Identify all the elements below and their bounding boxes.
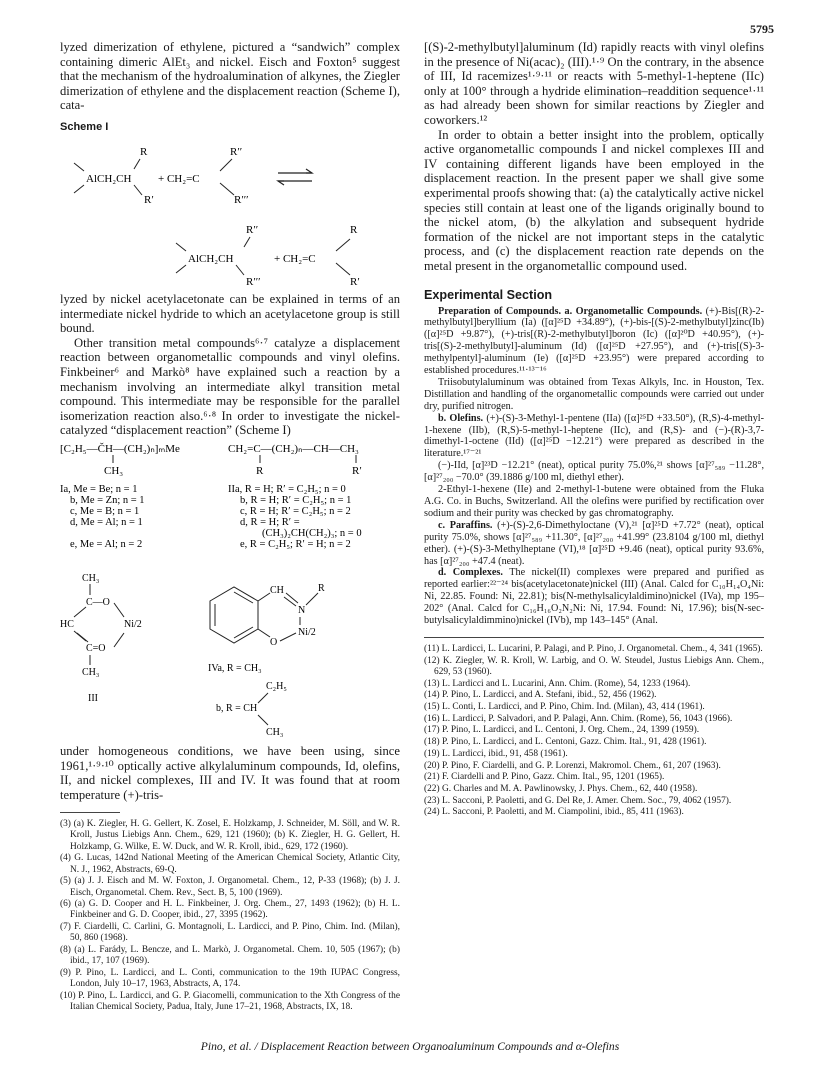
left-column xyxy=(60,40,400,1014)
reactant-rpp: R′′ xyxy=(230,145,243,158)
struct-iii-ch3-bottom: CH₃ xyxy=(82,666,100,678)
reactant-rppp: R′′′ xyxy=(234,193,249,206)
page-footer: Pino, et al. / Displacement Reaction between Organoaluminum Compounds and α-Olefins xyxy=(200,1040,620,1053)
compound-list-i xyxy=(60,484,145,550)
triisobutylaluminum-paragraph: Triisobutylaluminum was obtained from Texas Alkyls, Inc. in Houston, Tex. Distillation and handling of the organometallic compounds were carried out under dry, purified nitrogen. xyxy=(424,376,764,412)
reference-item: (23) L. Sacconi, P. Paoletti, and G. Del Re, J. Amer. Chem. Soc., 79, 4062 (1957). xyxy=(424,795,732,806)
ethylhexene-paragraph: 2-Ethyl-1-hexene (IIe) and 2-methyl-1-butene were obtained from the Fluka A.G. Co. in Buchs, Switzerland. All the olefins were purified by rectification over sodium and their purity was checked by gas chromatography. xyxy=(424,484,764,519)
formula-i: [C₂H₅—ČH—(CH₂)ₙ]ₘMe xyxy=(60,442,180,455)
formula-i-methyl: CH₃ xyxy=(104,464,124,477)
struct-iv-b-c2h5: C₂H₅ xyxy=(266,680,287,692)
struct-iii-ni: Ni/2 xyxy=(124,618,142,630)
reference-item: (17) P. Pino, L. Lardicci, and L. Centoni, J. Org. Chem., 24, 1399 (1959). xyxy=(424,725,700,736)
formula-ii: CH₂=C—(CH₂)ₙ—CH—CH₃ xyxy=(228,442,359,455)
struct-iv-o: O xyxy=(270,636,278,648)
reference-item: (6) (a) G. D. Cooper and H. L. Finkbeiner, J. Org. Chem., 27, 1493 (1962); (b) H. L. Finkbeiner and G. D. Cooper, ibid., 27, 3395 (1962). xyxy=(60,899,400,921)
reference-item: (3) (a) K. Ziegler, H. G. Gellert, K. Zosel, E. Holzkamp, J. Schneider, M. Söll, and W. R. Kroll, Justus Liebigs Ann. Chem., 629, 121 (1960); (b) K. Ziegler, H. G. Gellert, H. Holzkamp, G. Wilke, E. W. Duck, and W. R. Kroll, ibid., 629, 172 (1960). xyxy=(60,819,400,852)
reference-item: (16) L. Lardicci, P. Salvadori, and P. Palagi, Ann. Chim. (Rome), 56, 1043 (1966). xyxy=(424,713,733,724)
compound-ie: e, Me = Al; n = 2 xyxy=(70,538,143,550)
racemization-paragraph: [(S)-2-methylbutyl]aluminum (Id) rapidly reacts with vinyl olefins in the presence of Ni(acac)₂ (III).¹·⁹ On the contrary, in the absence of III, Id racemizes¹·⁹·¹¹ or reacts with 5-methyl-1-heptene (IIc) only at 100° through a hydride elimination–readdition sequence¹·¹¹ as had already been shown for similar reactions by Ziegler and coworkers.¹² xyxy=(424,40,764,127)
scheme-caption-paragraph: lyzed by nickel acetylacetonate can be explained in terms of an intermediate nickel hydride to which an acetylacetone group is still bound. xyxy=(60,291,400,336)
complexes-subhead: d. Complexes. xyxy=(438,567,503,579)
reference-item: (9) P. Pino, L. Lardicci, and L. Conti, communication to the 19th IUPAC Congress, London, July 10–17, 1963, Abstracts, A, 174. xyxy=(60,967,400,990)
compound-iib: b, R = H; R′ = C₂H₅; n = 1 xyxy=(240,494,352,506)
nickel-complex-structures xyxy=(60,571,400,739)
product-r: R xyxy=(350,223,358,236)
scheme-label: Scheme I xyxy=(60,120,109,133)
paraffins-text: (+)-(S)-2,6-Dimethyloctane (V),²¹ [α]²⁵D +7.72° (neat), optical purity 75.0%, shows [α]²⁷₅₈₉ +11.30°, [α]²⁷₂₀₀ +41.99° (23.8104 g/100 ml, diethyl ether). (+)-(S)-3-Methylheptane (VI),¹⁸ [α]²⁵D +9.46 (neat), optical purity 93.6%, has [α]²⁷₂₀₀ +47.4 (neat). xyxy=(424,519,764,567)
page-number: 5795 xyxy=(750,22,774,36)
paraffins-subhead: c. Paraffins. xyxy=(438,519,493,531)
struct-iii-label: III xyxy=(88,692,98,704)
struct-iv-label-a: IVa, R = CH₃ xyxy=(208,662,262,674)
struct-iii-c-o: C—O xyxy=(86,596,110,608)
paraffins-paragraph xyxy=(424,520,764,568)
reference-item: (13) L. Lardicci and L. Lucarini, Ann. Chim. (Rome), 54, 1233 (1964). xyxy=(424,678,691,689)
olefins-subhead: b. Olefins. xyxy=(438,412,484,424)
reactant-rp: R′ xyxy=(144,193,154,206)
compound-ic: c, Me = B; n = 1 xyxy=(70,505,140,517)
scheme-reactants xyxy=(74,146,249,206)
compound-formulas xyxy=(60,438,400,566)
reference-list-left xyxy=(60,819,400,1013)
formula-ii-rp: R′ xyxy=(352,464,362,477)
reference-item: (24) L. Sacconi, P. Paoletti, and M. Ciampolini, ibid., 85, 411 (1963). xyxy=(424,807,684,818)
reference-item: (8) (a) L. Farády, L. Bencze, and L. Markò, J. Organometal. Chem. 10, 505 (1967); (b) ibid., 17, 107 (1969). xyxy=(60,945,400,967)
compound-iia: IIa, R = H; R′ = C₂H₅; n = 0 xyxy=(228,483,346,495)
footnote-divider-left xyxy=(60,812,120,813)
iid-rotation-paragraph: (−)-IId, [α]²³D −12.21° (neat), optical purity 75.0%,²¹ shows [α]²⁷₅₈₉ −11.28°, [α]²⁷₂₀₀ −70.0° (39.1886 g/100 ml, diethyl ether). xyxy=(424,460,764,484)
structure-iv xyxy=(208,583,325,738)
reference-item: (22) G. Charles and M. A. Pawlinowsky, J. Phys. Chem., 62, 440 (1958). xyxy=(424,783,698,794)
footnote-divider-right xyxy=(424,637,764,638)
reference-item: (14) P. Pino, L. Lardicci, and A. Stefani, ibid., 52, 456 (1962). xyxy=(424,690,657,701)
struct-iv-n: N xyxy=(298,604,306,616)
structure-iii xyxy=(60,573,142,704)
compound-list-ii xyxy=(228,484,362,550)
reference-item: (11) L. Lardicci, L. Lucarini, P. Palagi, and P. Pino, J. Organometal. Chem., 4, 341 (1965). xyxy=(424,643,763,654)
homogeneous-conditions-paragraph: under homogeneous conditions, we have been using, since 1961,¹·⁹·¹⁰ optically active alkylaluminum compounds, Id, olefins, II, and nickel complexes, III and IV. It was found that at room temperature (+)-tris- xyxy=(60,743,400,802)
reactant-r: R xyxy=(140,145,148,158)
reference-item: (7) F. Ciardelli, C. Carlini, G. Montagnoli, L. Lardicci, and P. Pino, Chim. Ind. (Milan), 50, 860 (1968). xyxy=(60,922,400,944)
formula-ii-r: R xyxy=(256,464,264,477)
reference-item: (20) P. Pino, F. Ciardelli, and G. P. Lorenzi, Makromol. Chem., 61, 207 (1963). xyxy=(424,760,721,771)
compound-id: d, Me = Al; n = 1 xyxy=(70,516,143,528)
struct-iii-ch3-top: CH₃ xyxy=(82,572,100,584)
scheme-i-diagram xyxy=(60,135,400,287)
reactant-ch2-c: + CH₂=C xyxy=(158,172,200,185)
organometallic-subhead: Preparation of Compounds. a. Organometallic Compounds. xyxy=(438,305,703,317)
complexes-paragraph xyxy=(424,567,764,627)
compound-iid-cont: (CH₃)₂CH(CH₂)₃; n = 0 xyxy=(262,527,362,539)
reference-item: (19) L. Lardicci, ibid., 91, 458 (1961). xyxy=(424,748,568,759)
struct-iii-hc: HC xyxy=(60,618,74,630)
reference-item: (18) P. Pino, L. Lardicci, and L. Centoni, Gazz. Chim. Ital., 91, 428 (1961). xyxy=(424,737,707,748)
product-rppp: R′′′ xyxy=(246,275,261,287)
complexes-text: The nickel(II) complexes were prepared and purified as reported earlier:²²⁻²⁴ bis(acetylacetonate)nickel (III) (Anal. Calcd for C₁₀H₁₄O₄Ni: Ni, 22.85. Found: Ni, 22.81); bis(N-methylsalicylaldimino)nickel (IVa), mp 195–202° (Anal. Calcd for C₁₆H₁₆O₂N₂Ni: Ni, 17.94. Found: Ni, 17.96); bis(N-sec-butylsalicylaldimmino)nickel (IVb), mp 143–145° (Anal. xyxy=(424,567,764,627)
struct-iv-b-ch3: CH₃ xyxy=(266,726,284,738)
olefins-paragraph xyxy=(424,413,764,461)
struct-iii-c-eq-o: C=O xyxy=(86,642,106,654)
compound-iid: d, R = H; R′ = xyxy=(240,516,300,528)
intro-paragraph: lyzed dimerization of ethylene, pictured a “sandwich” complex containing dimeric AlEt₃ and nickel. Eisch and Foxton⁵ suggest that the mechanism of the hydroalumination of alkynes, the Ziegler dimerization of ethylene and the displacement reaction (Scheme I), cata- xyxy=(60,40,400,113)
organometallic-compounds-paragraph xyxy=(424,306,764,377)
insight-paragraph: In order to obtain a better insight into the problem, optically active organometallic compounds I and nickel complexes III and IV containing different ligands have been employed in the displacement reaction. In the present paper we shall give some experimental proofs showing that: (a) the catalytically active nickel species still contain at least one of the ligands originally bound to the nickel atom, (b) the alkylation and subsequent hydride formation of the nickel are not important steps in the catalytic process, and (c) the displacement reaction rate depends on the metal present in the organometallic compound used. xyxy=(424,127,764,273)
product-rpp: R′′ xyxy=(246,223,259,236)
olefins-text: (+)-(S)-3-Methyl-1-pentene (IIa) ([α]²⁵D +33.50°), (R,S)-4-methyl-1-hexene (IIb), (R,S)-5-methyl-1-heptene (IIc), and (R,S)- and (−)-(R)-3,7-dimethyl-1-octene (IId) ([α]²⁵D −12.21°) were prepared as described in the literature.¹⁷⁻²¹ xyxy=(424,412,765,460)
product-ch2-c: + CH₂=C xyxy=(274,252,316,265)
experimental-section-heading: Experimental Section xyxy=(424,287,553,302)
compound-ib: b, Me = Zn; n = 1 xyxy=(70,494,145,506)
reference-item: (15) L. Conti, L. Lardicci, and P. Pino, Chim. Ind. (Milan), 43, 414 (1961). xyxy=(424,701,705,712)
reference-list-right xyxy=(424,644,764,819)
compound-iic: c, R = H; R′ = C₂H₅; n = 2 xyxy=(240,505,351,517)
transition-metal-paragraph: Other transition metal compounds⁶·⁷ catalyze a displacement reaction between organometallic compounds and vinyl olefins. Finkbeiner⁶ and Markò⁸ have explained such a reaction by a mechanism involving an intermediate alkyl transition metal compound. This intermediate may be responsible for the parallel isomerization reaction also.⁶·⁸ In order to investigate the nickel-catalyzed “displacement reaction” (Scheme I) xyxy=(60,335,400,438)
reference-item: (5) (a) J. J. Eisch and M. W. Foxton, J. Organometal. Chem., 12, P-33 (1968); (b) J. J. Eisch, Organometal. Chem. Rev., Sect. B, 5, 100 (1969). xyxy=(60,876,400,898)
product-rp: R′ xyxy=(350,275,360,287)
compound-ia: Ia, Me = Be; n = 1 xyxy=(60,483,138,495)
compound-iie: e, R = C₂H₅; R′ = H; n = 2 xyxy=(240,538,351,550)
reference-item: (12) K. Ziegler, W. R. Kroll, W. Larbig, and O. W. Steudel, Justus Liebigs Ann. Chem., 629, 53 (1960). xyxy=(424,655,764,677)
right-column xyxy=(424,40,764,819)
equilibrium-arrow xyxy=(278,169,312,185)
reference-item: (4) G. Lucas, 142nd National Meeting of the American Chemical Society, Atlantic City, N. J., 1962, Abstracts, 69-Q. xyxy=(60,853,400,875)
reactant-alch2ch: AlCH₂CH xyxy=(86,172,132,185)
reference-item: (10) P. Pino, L. Lardicci, and G. P. Giacomelli, communication to the Xth Congress of the Italian Chemical Society, Padua, Italy, June 17–21, 1968, Abstracts, IX, 18. xyxy=(60,990,400,1013)
struct-iv-ni: Ni/2 xyxy=(298,626,316,638)
struct-iv-label-b: b, R = CH xyxy=(216,702,258,714)
organometallic-text: (+)-Bis[(R)-2-methylbutyl]beryllium (Ia) ([α]²⁵D +34.89°), (+)-bis-[(S)-2-methylbutyl]zinc(Ib) ([α]²⁵D +9.87°), (+)-tris[(R)-2-methylbutyl]boron (Ic) ([α]²⁰D +40.95°), (+)-tris[(S)-2-methylbutyl]-aluminum (Id) ([α]²⁵D +27.95°), and (+)-tris[(S)-3-methylpentyl]-aluminum (Ie) ([α]²⁵D +23.95°) were prepared according to established procedures.¹¹·¹³⁻¹⁶ xyxy=(424,305,764,377)
product-alch2ch: AlCH₂CH xyxy=(188,252,234,265)
struct-iv-r: R xyxy=(318,582,325,594)
reference-item: (21) F. Ciardelli and P. Pino, Gazz. Chim. Ital., 95, 1201 (1965). xyxy=(424,772,665,783)
scheme-products xyxy=(176,224,360,287)
struct-iv-ch: CH xyxy=(270,584,284,596)
